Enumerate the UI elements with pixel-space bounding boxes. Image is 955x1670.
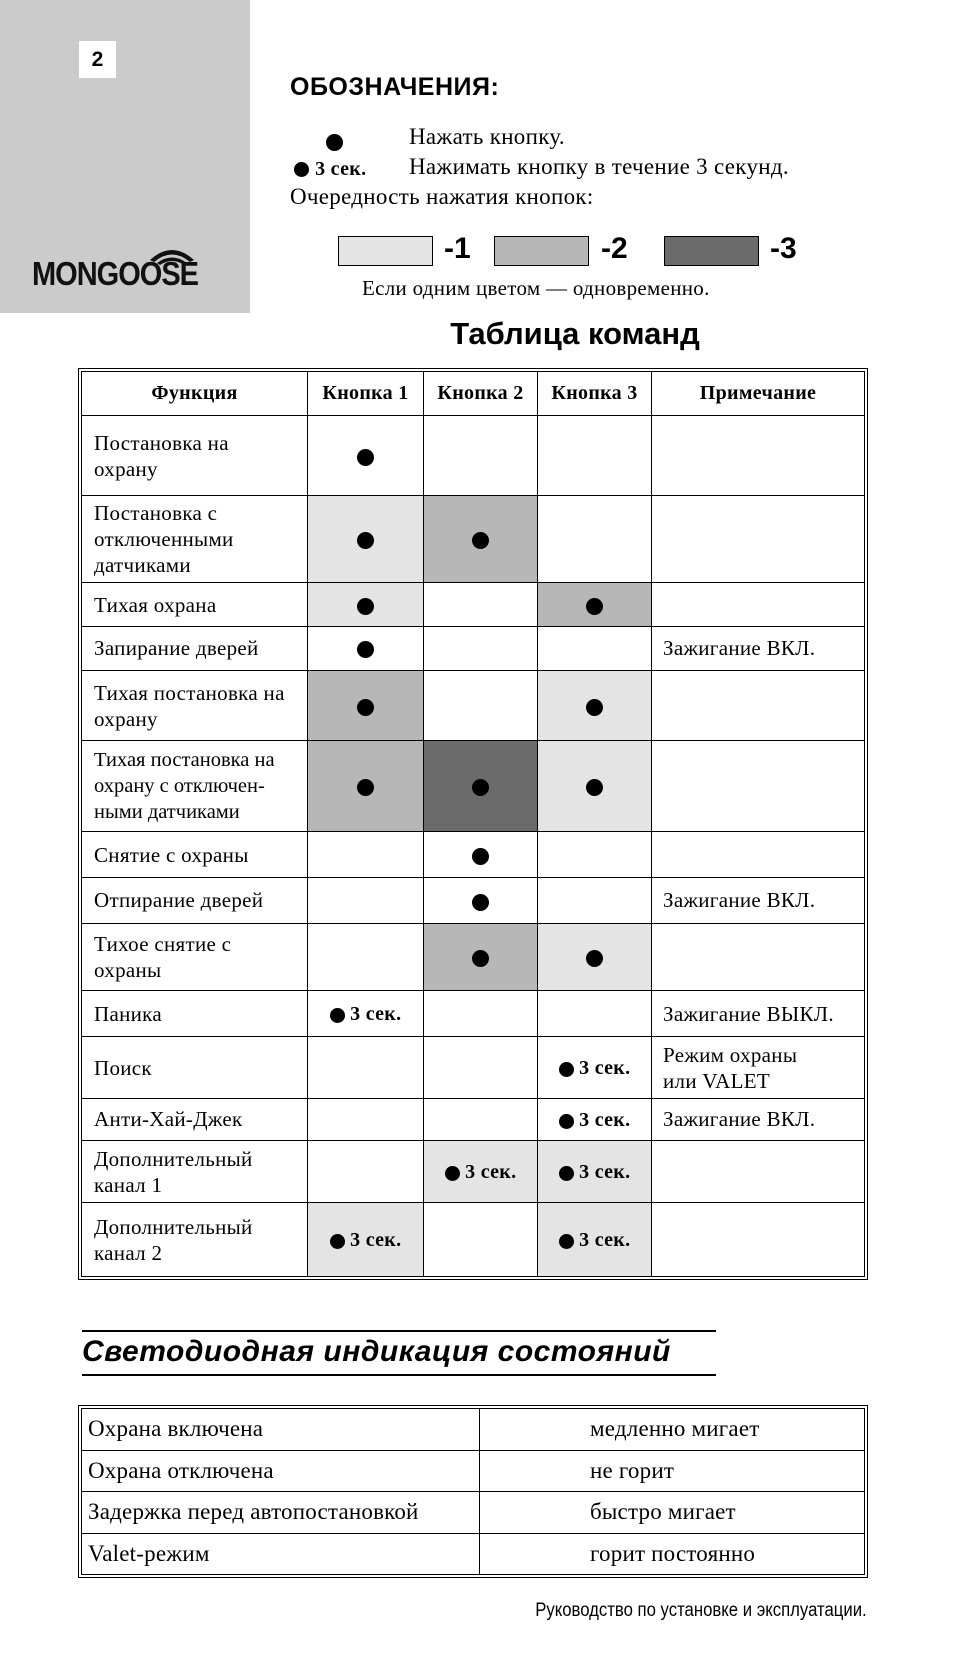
table-header-row — [82, 372, 865, 416]
hold-label: 3 сек. — [350, 1003, 402, 1026]
button-2-cell — [424, 831, 538, 877]
button-3-cell — [538, 583, 652, 626]
note-cell — [652, 1140, 865, 1202]
dot-icon — [326, 134, 343, 151]
table-row — [82, 626, 865, 670]
led-signal: горит постоянно — [480, 1533, 865, 1575]
dot-icon — [586, 598, 603, 615]
dot-icon — [472, 894, 489, 911]
function-cell: Дополнительный канал 2 — [82, 1203, 308, 1277]
legend-note: Если одним цветом — одновременно. — [362, 276, 710, 300]
dot-icon — [472, 532, 489, 549]
hold-label: 3 сек. — [579, 1108, 631, 1131]
button-3-cell — [538, 1037, 652, 1098]
legend-title: ОБОЗНАЧЕНИЯ: — [290, 73, 500, 101]
hold-label: 3 сек. — [465, 1161, 517, 1184]
button-2-cell — [424, 670, 538, 740]
swatch-label-3: -3 — [770, 232, 797, 265]
mongoose-logo — [32, 238, 237, 294]
button-2-cell — [424, 1140, 538, 1202]
function-cell: Тихая постановка на охрану — [82, 670, 308, 740]
table-row — [82, 670, 865, 740]
note-cell — [652, 1203, 865, 1277]
note-cell: Зажигание ВЫКЛ. — [652, 991, 865, 1037]
note-cell: Режим охраны или VALET — [652, 1037, 865, 1098]
note-cell — [652, 495, 865, 583]
header-button-2: Кнопка 2 — [424, 372, 538, 416]
button-3-cell — [538, 878, 652, 923]
dot-icon — [559, 1234, 574, 1249]
led-signal: не горит — [480, 1450, 865, 1492]
function-cell: Паника — [82, 991, 308, 1037]
button-3-cell — [538, 991, 652, 1037]
function-cell: Снятие с охраны — [82, 831, 308, 877]
legend-order-text: Очередность нажатия кнопок: — [290, 184, 594, 209]
dot-icon — [472, 848, 489, 865]
table-row — [82, 583, 865, 626]
button-3-cell — [538, 626, 652, 670]
dot-icon — [586, 950, 603, 967]
button-3-cell — [538, 923, 652, 990]
led-state: Охрана отключена — [82, 1450, 480, 1492]
button-2-cell — [424, 495, 538, 583]
header-button-3: Кнопка 3 — [538, 372, 652, 416]
button-2-cell — [424, 1037, 538, 1098]
dot-icon — [472, 950, 489, 967]
footer-text: Руководство по установке и эксплуатации. — [535, 1600, 867, 1621]
table-row — [82, 1140, 865, 1202]
table-row — [82, 1037, 865, 1098]
button-2-cell — [424, 583, 538, 626]
button-2-cell — [424, 1203, 538, 1277]
dot-icon — [357, 449, 374, 466]
button-3-cell — [538, 495, 652, 583]
dot-icon — [586, 699, 603, 716]
button-2-cell — [424, 416, 538, 496]
led-state: Valet-режим — [82, 1533, 480, 1575]
button-1-cell — [308, 495, 424, 583]
button-2-cell — [424, 626, 538, 670]
button-2-cell — [424, 923, 538, 990]
led-row — [82, 1533, 865, 1575]
note-cell — [652, 416, 865, 496]
commands-table-frame — [78, 368, 868, 1280]
hold-label: 3 сек. — [579, 1229, 631, 1252]
button-2-cell — [424, 878, 538, 923]
dot-icon — [357, 779, 374, 796]
hold-label: 3 сек. — [350, 1229, 402, 1252]
dot-icon — [472, 779, 489, 796]
note-cell — [652, 923, 865, 990]
function-cell: Тихая охрана — [82, 583, 308, 626]
led-row — [82, 1492, 865, 1534]
dot-icon — [559, 1062, 574, 1077]
note-cell: Зажигание ВКЛ. — [652, 878, 865, 923]
note-cell: Зажигание ВКЛ. — [652, 626, 865, 670]
legend-press-text: Нажать кнопку. — [409, 124, 565, 149]
button-1-cell — [308, 741, 424, 832]
button-1-cell — [308, 626, 424, 670]
function-cell: Тихая постановка на охрану с отключен-ными датчиками — [82, 741, 308, 832]
note-cell — [652, 741, 865, 832]
function-cell: Постановка на охрану — [82, 416, 308, 496]
function-cell: Тихое снятие с охраны — [82, 923, 308, 990]
function-cell: Отпирание дверей — [82, 878, 308, 923]
button-3-cell — [538, 416, 652, 496]
led-table-frame — [78, 1405, 868, 1578]
led-table — [81, 1408, 865, 1575]
logo-text: MONGOOSE — [32, 256, 199, 293]
button-1-cell — [308, 416, 424, 496]
button-3-cell — [538, 741, 652, 832]
table-row — [82, 923, 865, 990]
dot-icon — [330, 1234, 345, 1249]
legend-press-row — [326, 128, 343, 154]
button-1-cell — [308, 1203, 424, 1277]
table-row — [82, 878, 865, 923]
note-cell — [652, 583, 865, 626]
function-cell: Запирание дверей — [82, 626, 308, 670]
swatch-order-2 — [494, 236, 589, 266]
button-2-cell — [424, 1098, 538, 1140]
dot-icon — [586, 779, 603, 796]
led-state: Охрана включена — [82, 1409, 480, 1451]
dot-icon — [357, 641, 374, 658]
hold-label: 3 сек. — [579, 1161, 631, 1184]
button-1-cell — [308, 831, 424, 877]
led-section-title: Светодиодная индикация состояний — [82, 1330, 716, 1376]
button-1-cell — [308, 583, 424, 626]
note-cell — [652, 670, 865, 740]
button-3-cell — [538, 1140, 652, 1202]
button-1-cell — [308, 1037, 424, 1098]
button-1-cell — [308, 878, 424, 923]
button-3-cell — [538, 831, 652, 877]
button-3-cell — [538, 1203, 652, 1277]
swatch-order-3 — [664, 236, 759, 266]
dot-icon — [559, 1166, 574, 1181]
table-row — [82, 991, 865, 1037]
commands-table — [81, 371, 865, 1277]
swatch-label-1: -1 — [444, 232, 471, 265]
function-cell: Поиск — [82, 1037, 308, 1098]
table-row — [82, 1098, 865, 1140]
table-row — [82, 831, 865, 877]
legend-hold-row — [294, 155, 366, 181]
dot-icon — [357, 699, 374, 716]
function-cell: Дополнительный канал 1 — [82, 1140, 308, 1202]
dot-icon — [294, 162, 309, 177]
button-1-cell — [308, 991, 424, 1037]
legend-hold-text: Нажимать кнопку в течение 3 секунд. — [409, 154, 789, 179]
dot-icon — [559, 1114, 574, 1129]
dot-icon — [330, 1008, 345, 1023]
button-1-cell — [308, 1140, 424, 1202]
button-3-cell — [538, 670, 652, 740]
note-cell: Зажигание ВКЛ. — [652, 1098, 865, 1140]
button-1-cell — [308, 1098, 424, 1140]
table-row — [82, 1203, 865, 1277]
dot-icon — [445, 1166, 460, 1181]
header-button-1: Кнопка 1 — [308, 372, 424, 416]
button-2-cell — [424, 741, 538, 832]
note-cell — [652, 831, 865, 877]
header-function: Функция — [82, 372, 308, 416]
function-cell: Постановка с отключенными датчиками — [82, 495, 308, 583]
sidebar-block — [0, 0, 250, 313]
swatch-order-1 — [338, 236, 433, 266]
table-row — [82, 495, 865, 583]
table-row — [82, 416, 865, 496]
legend-hold-label: 3 сек. — [315, 158, 367, 180]
button-2-cell — [424, 991, 538, 1037]
page-number: 2 — [79, 41, 116, 78]
button-3-cell — [538, 1098, 652, 1140]
swatch-label-2: -2 — [601, 232, 628, 265]
button-1-cell — [308, 670, 424, 740]
led-row — [82, 1409, 865, 1451]
header-note: Примечание — [652, 372, 865, 416]
dot-icon — [357, 598, 374, 615]
commands-title: Таблица команд — [450, 316, 700, 351]
button-1-cell — [308, 923, 424, 990]
led-signal: медленно мигает — [480, 1409, 865, 1451]
led-row — [82, 1450, 865, 1492]
dot-icon — [357, 532, 374, 549]
function-cell: Анти-Хай-Джек — [82, 1098, 308, 1140]
hold-label: 3 сек. — [579, 1057, 631, 1080]
led-state: Задержка перед автопостановкой — [82, 1492, 480, 1534]
led-signal: быстро мигает — [480, 1492, 865, 1534]
table-row — [82, 741, 865, 832]
